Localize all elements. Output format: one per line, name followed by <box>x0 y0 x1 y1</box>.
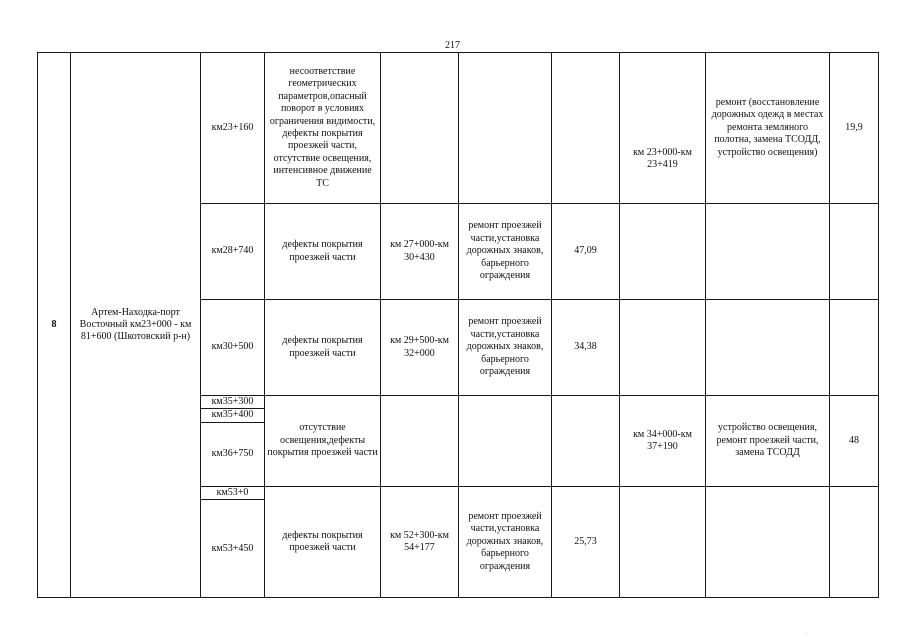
value-b-cell: 48 <box>830 396 879 487</box>
value-a-cell <box>552 396 620 487</box>
range-b-cell <box>620 486 706 597</box>
km-cell: км35+400 <box>201 409 265 422</box>
works-b-cell: устройство освещения, ремонт проезжей части, замена ТСОДД <box>706 396 830 487</box>
range-a-cell: км 29+500-км 32+000 <box>381 300 459 396</box>
value-a-cell: 25,73 <box>552 486 620 597</box>
defects-cell: отсутствие освещения,дефекты покрытия проезжей части <box>265 396 381 487</box>
table-row <box>38 53 879 204</box>
scan-mark: · <box>805 631 807 637</box>
road-name: Артем-Находка-порт Восточный км23+000 - км 81+600 (Шкотовский р-н) <box>71 53 201 598</box>
works-b-cell <box>706 204 830 300</box>
km-cell: км53+450 <box>201 500 265 598</box>
works-b-cell <box>706 486 830 597</box>
range-b-cell: км 23+000-км 23+419 <box>620 53 706 204</box>
value-a-cell <box>552 53 620 204</box>
works-b-cell <box>706 300 830 396</box>
range-a-cell <box>381 53 459 204</box>
works-a-cell: ремонт проезжей части,установка дорожных знаков, барьерного ограждения <box>459 300 552 396</box>
defects-cell: дефекты покрытия проезжей части <box>265 486 381 597</box>
value-b-cell: 19,9 <box>830 53 879 204</box>
value-a-cell: 34,38 <box>552 300 620 396</box>
works-b-cell: ремонт (восстановление дорожных одежд в местах ремонта земляного полотна, замена ТСОДД, устройство освещения) <box>706 53 830 204</box>
value-b-cell <box>830 204 879 300</box>
range-b-cell <box>620 300 706 396</box>
value-a-cell: 47,09 <box>552 204 620 300</box>
road-safety-table <box>37 52 879 598</box>
works-a-cell <box>459 396 552 487</box>
row-number: 8 <box>38 53 71 598</box>
range-a-cell <box>381 396 459 487</box>
defects-cell: несоответствие геометрических параметров,опасный поворот в условиях ограничения видимости, дефекты покрытия проезжей части, отсутствие освещения, интенсивное движение ТС <box>265 53 381 204</box>
range-b-cell <box>620 204 706 300</box>
works-a-cell: ремонт проезжей части,установка дорожных знаков, барьерного ограждения <box>459 204 552 300</box>
km-cell: км23+160 <box>201 53 265 204</box>
works-a-cell: ремонт проезжей части,установка дорожных знаков, барьерного ограждения <box>459 486 552 597</box>
km-cell: км30+500 <box>201 300 265 396</box>
value-b-cell <box>830 486 879 597</box>
km-cell: км35+300 <box>201 396 265 409</box>
value-b-cell <box>830 300 879 396</box>
defects-cell: дефекты покрытия проезжей части <box>265 300 381 396</box>
range-b-cell: км 34+000-км 37+190 <box>620 396 706 487</box>
range-a-cell: км 27+000-км 30+430 <box>381 204 459 300</box>
km-cell: км53+0 <box>201 486 265 499</box>
range-a-cell: км 52+300-км 54+177 <box>381 486 459 597</box>
works-a-cell <box>459 53 552 204</box>
km-cell: км36+750 <box>201 422 265 486</box>
km-cell: км28+740 <box>201 204 265 300</box>
defects-cell: дефекты покрытия проезжей части <box>265 204 381 300</box>
page-number: 217 <box>445 40 460 51</box>
